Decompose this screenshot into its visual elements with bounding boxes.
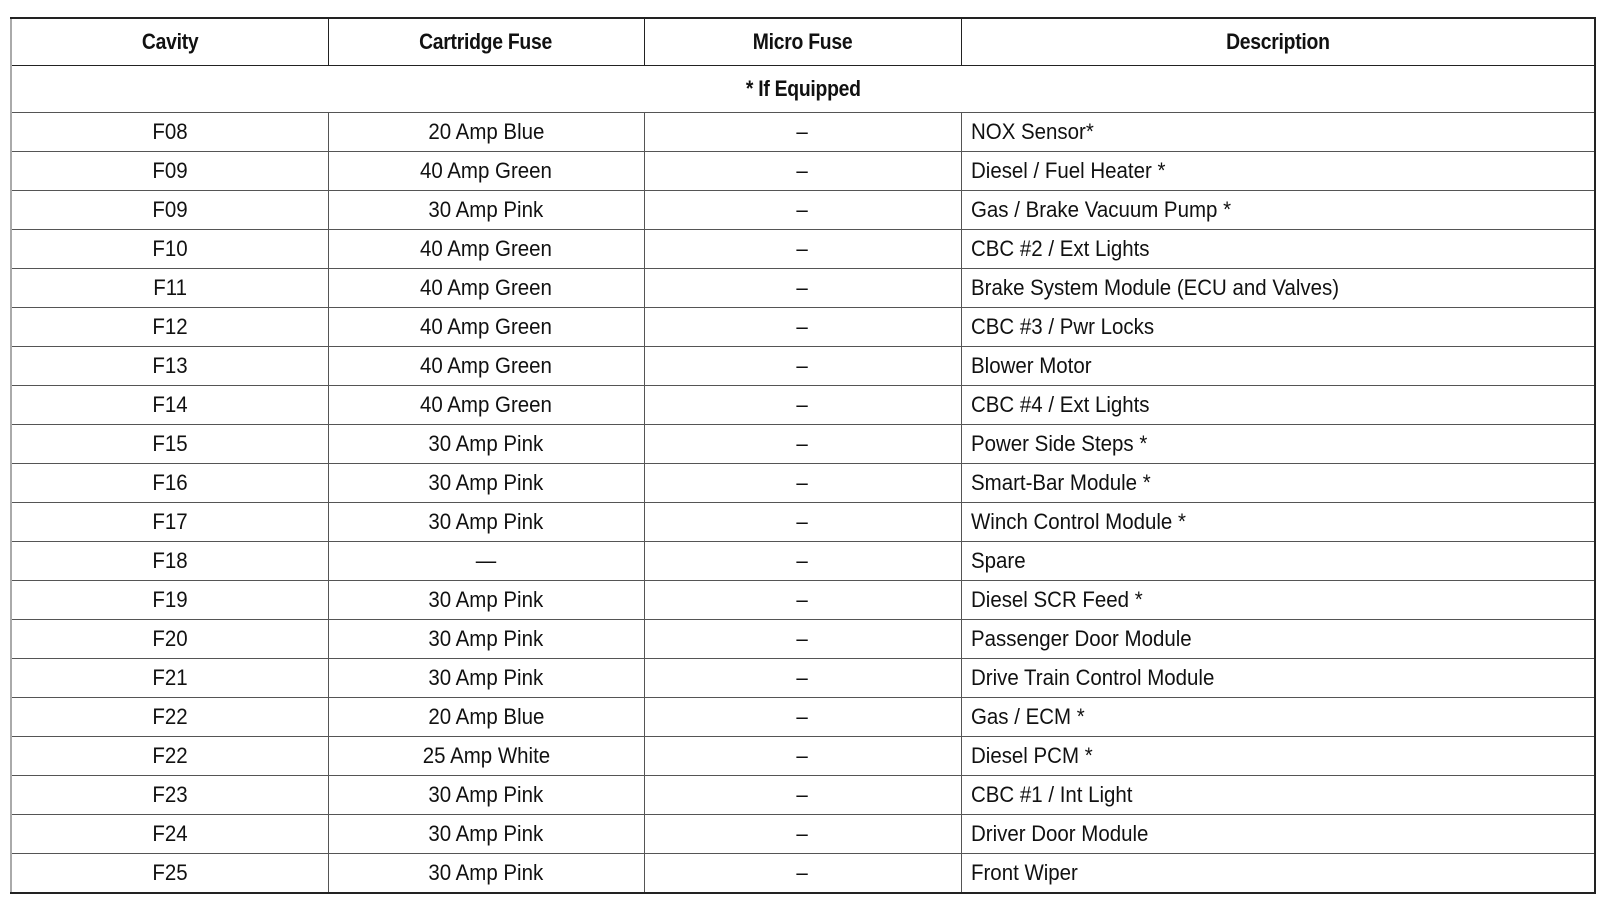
- table-row: [11, 542, 1595, 581]
- description-cell: Front Wiper: [961, 854, 1595, 894]
- table-row: [11, 776, 1595, 815]
- cartridge-fuse-cell: —: [328, 542, 644, 581]
- table-row: [11, 815, 1595, 854]
- micro-fuse-cell: –: [644, 386, 961, 425]
- description-cell: Power Side Steps *: [961, 425, 1595, 464]
- description-cell: Passenger Door Module: [961, 620, 1595, 659]
- table-header: [11, 18, 1595, 66]
- description-cell: Smart-Bar Module *: [961, 464, 1595, 503]
- cartridge-fuse-cell: 30 Amp Pink: [328, 620, 644, 659]
- cartridge-fuse-cell: 40 Amp Green: [328, 230, 644, 269]
- cartridge-fuse-cell: 30 Amp Pink: [328, 854, 644, 894]
- fuse-table-container: [10, 17, 1594, 894]
- micro-fuse-cell: –: [644, 542, 961, 581]
- header-description: Description: [961, 18, 1595, 66]
- table-row: [11, 347, 1595, 386]
- micro-fuse-cell: –: [644, 620, 961, 659]
- fuse-table: [10, 17, 1596, 894]
- micro-fuse-cell: –: [644, 230, 961, 269]
- description-cell: CBC #2 / Ext Lights: [961, 230, 1595, 269]
- micro-fuse-cell: –: [644, 659, 961, 698]
- micro-fuse-cell: –: [644, 113, 961, 152]
- description-cell: CBC #4 / Ext Lights: [961, 386, 1595, 425]
- cavity-cell: F13: [11, 347, 328, 386]
- header-row: [11, 18, 1595, 66]
- micro-fuse-cell: –: [644, 464, 961, 503]
- micro-fuse-cell: –: [644, 776, 961, 815]
- micro-fuse-cell: –: [644, 347, 961, 386]
- cartridge-fuse-cell: 30 Amp Pink: [328, 815, 644, 854]
- micro-fuse-cell: –: [644, 815, 961, 854]
- micro-fuse-cell: –: [644, 152, 961, 191]
- cavity-cell: F20: [11, 620, 328, 659]
- cartridge-fuse-cell: 30 Amp Pink: [328, 191, 644, 230]
- cartridge-fuse-cell: 40 Amp Green: [328, 308, 644, 347]
- header-cartridge-fuse: Cartridge Fuse: [328, 18, 644, 66]
- micro-fuse-cell: –: [644, 425, 961, 464]
- description-cell: CBC #1 / Int Light: [961, 776, 1595, 815]
- cavity-cell: F16: [11, 464, 328, 503]
- cavity-cell: F09: [11, 191, 328, 230]
- cartridge-fuse-cell: 30 Amp Pink: [328, 425, 644, 464]
- description-cell: Spare: [961, 542, 1595, 581]
- if-equipped-note-row: [11, 66, 1595, 113]
- description-cell: Diesel SCR Feed *: [961, 581, 1595, 620]
- description-cell: NOX Sensor*: [961, 113, 1595, 152]
- header-cavity: Cavity: [11, 18, 328, 66]
- table-row: [11, 113, 1595, 152]
- description-cell: Brake System Module (ECU and Valves): [961, 269, 1595, 308]
- header-micro-fuse: Micro Fuse: [644, 18, 961, 66]
- micro-fuse-cell: –: [644, 308, 961, 347]
- if-equipped-note: * If Equipped: [11, 66, 1595, 113]
- table-row: [11, 191, 1595, 230]
- table-row: [11, 620, 1595, 659]
- micro-fuse-cell: –: [644, 503, 961, 542]
- table-row: [11, 854, 1595, 894]
- micro-fuse-cell: –: [644, 581, 961, 620]
- table-row: [11, 308, 1595, 347]
- table-row: [11, 659, 1595, 698]
- cartridge-fuse-cell: 40 Amp Green: [328, 269, 644, 308]
- micro-fuse-cell: –: [644, 698, 961, 737]
- cavity-cell: F12: [11, 308, 328, 347]
- cavity-cell: F15: [11, 425, 328, 464]
- micro-fuse-cell: –: [644, 191, 961, 230]
- table-row: [11, 152, 1595, 191]
- table-row: [11, 269, 1595, 308]
- cavity-cell: F23: [11, 776, 328, 815]
- table-row: [11, 698, 1595, 737]
- cartridge-fuse-cell: 30 Amp Pink: [328, 776, 644, 815]
- cavity-cell: F25: [11, 854, 328, 894]
- cavity-cell: F18: [11, 542, 328, 581]
- cartridge-fuse-cell: 30 Amp Pink: [328, 464, 644, 503]
- table-row: [11, 503, 1595, 542]
- cartridge-fuse-cell: 30 Amp Pink: [328, 503, 644, 542]
- description-cell: Gas / Brake Vacuum Pump *: [961, 191, 1595, 230]
- micro-fuse-cell: –: [644, 269, 961, 308]
- cavity-cell: F08: [11, 113, 328, 152]
- cavity-cell: F19: [11, 581, 328, 620]
- description-cell: Gas / ECM *: [961, 698, 1595, 737]
- table-row: [11, 386, 1595, 425]
- description-cell: Blower Motor: [961, 347, 1595, 386]
- cartridge-fuse-cell: 40 Amp Green: [328, 386, 644, 425]
- micro-fuse-cell: –: [644, 737, 961, 776]
- cartridge-fuse-cell: 20 Amp Blue: [328, 698, 644, 737]
- cavity-cell: F24: [11, 815, 328, 854]
- cartridge-fuse-cell: 30 Amp Pink: [328, 659, 644, 698]
- description-cell: Diesel PCM *: [961, 737, 1595, 776]
- table-body: [11, 66, 1595, 894]
- cavity-cell: F22: [11, 698, 328, 737]
- cavity-cell: F14: [11, 386, 328, 425]
- description-cell: Winch Control Module *: [961, 503, 1595, 542]
- cavity-cell: F21: [11, 659, 328, 698]
- cartridge-fuse-cell: 40 Amp Green: [328, 347, 644, 386]
- table-row: [11, 425, 1595, 464]
- cavity-cell: F22: [11, 737, 328, 776]
- description-cell: Drive Train Control Module: [961, 659, 1595, 698]
- table-row: [11, 464, 1595, 503]
- description-cell: Diesel / Fuel Heater *: [961, 152, 1595, 191]
- table-row: [11, 581, 1595, 620]
- cartridge-fuse-cell: 40 Amp Green: [328, 152, 644, 191]
- table-row: [11, 737, 1595, 776]
- micro-fuse-cell: –: [644, 854, 961, 894]
- cavity-cell: F17: [11, 503, 328, 542]
- description-cell: CBC #3 / Pwr Locks: [961, 308, 1595, 347]
- cartridge-fuse-cell: 20 Amp Blue: [328, 113, 644, 152]
- cavity-cell: F09: [11, 152, 328, 191]
- cavity-cell: F11: [11, 269, 328, 308]
- cavity-cell: F10: [11, 230, 328, 269]
- cartridge-fuse-cell: 25 Amp White: [328, 737, 644, 776]
- table-row: [11, 230, 1595, 269]
- cartridge-fuse-cell: 30 Amp Pink: [328, 581, 644, 620]
- description-cell: Driver Door Module: [961, 815, 1595, 854]
